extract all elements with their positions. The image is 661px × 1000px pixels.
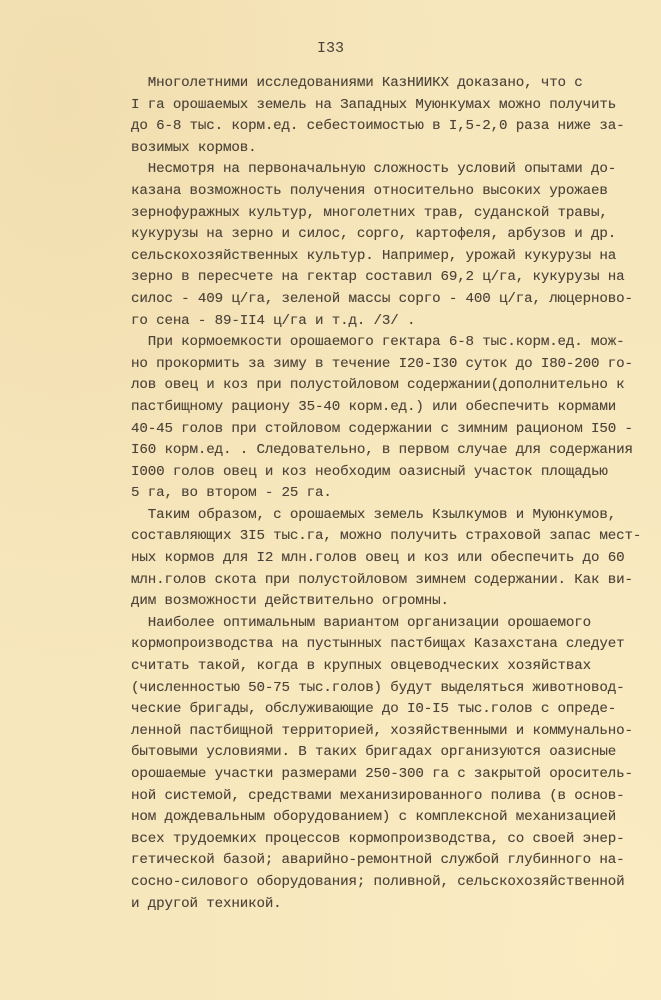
text-line: (численностью 50-75 тыс.голов) будут выделяться животновод- — [131, 679, 625, 696]
text-line: Несмотря на первоначальную сложность условий опытами до- — [131, 161, 617, 178]
text-line: зерно в пересчете на гектар составил 69,2 ц/га, кукурузы на — [131, 269, 625, 286]
text-line: ном дождевальным оборудованием) с комплексной механизацией — [131, 809, 617, 826]
text-line: I000 голов овец и коз необходим оазисный участок площадью — [131, 463, 608, 480]
text-line: Таким образом, с орошаемых земель Кзылкумов и Муюнкумов, — [131, 506, 617, 523]
text-line: лов овец и коз при полустойловом содержании(дополнительно к — [131, 377, 625, 394]
text-line: сосно-силового оборудования; поливной, сельскохозяйственной — [131, 873, 625, 890]
text-line: Наиболее оптимальным вариантом организации орошаемого — [131, 614, 592, 631]
text-line: млн.голов скота при полустойловом зимнем содержании. Как ви- — [131, 571, 633, 588]
text-line: кормопроизводства на пустынных пастбищах Казахстана следует — [131, 636, 625, 653]
text-line: возимых кормов. — [131, 139, 257, 156]
text-line: всех трудоемких процессов кормопроизводства, со своей энер- — [131, 830, 625, 847]
text-line: 5 га, во втором - 25 га. — [131, 485, 332, 502]
text-line: го сена - 89-II4 ц/га и т.д. /3/ . — [131, 312, 416, 329]
text-line: Многолетними исследованиями КазНИИКХ доказано, что с — [131, 75, 583, 91]
text-line: ной системой, средствами механизированного полива (в основ- — [131, 787, 625, 804]
text-line: и другой техникой. — [131, 895, 282, 912]
text-line: I60 корм.ед. . Следовательно, в первом случае для содержания — [131, 442, 633, 459]
text-line: но прокормить за зиму в течение I20-I30 суток до I80-200 го- — [131, 355, 633, 372]
text-line: дим возможности действительно огромны. — [131, 593, 449, 610]
text-line: гетической базой; аварийно-ремонтной службой глубинного на- — [131, 852, 625, 869]
text-line: сельскохозяйственных культур. Например, урожай кукурузы на — [131, 247, 617, 264]
text-line: составляющих 3I5 тыс.га, можно получить страховой запас мест- — [131, 528, 642, 545]
text-line: ных кормов для I2 млн.голов овец и коз или обеспечить до 60 — [131, 550, 625, 567]
text-line: ческие бригады, обслуживающие до I0-I5 тыс.голов с опреде- — [131, 701, 617, 718]
text-line: орошаемые участки размерами 250-300 га с закрытой ороситель- — [131, 766, 633, 782]
text-line: пастбищному рациону 35-40 корм.ед.) или обеспечить кормами — [131, 398, 617, 415]
text-line: казана возможность получения относительно высоких урожаев — [131, 182, 608, 199]
text-line: 40-45 голов при стойловом содержании с зимним рационом I50 - — [131, 420, 633, 437]
text-line: до 6-8 тыс. корм.ед. себестоимостью в I,5-2,0 раза ниже за- — [131, 118, 625, 135]
page-number: I33 — [316, 40, 344, 57]
text-line: бытовыми условиями. В таких бригадах организуются оазисные — [131, 744, 617, 761]
text-line: силос - 409 ц/га, зеленой массы сорго - 400 ц/га, люцерново- — [131, 290, 633, 307]
text-line: I га орошаемых земель на Западных Муюнкумах можно получить — [131, 96, 617, 113]
text-line: считать такой, когда в крупных овцеводческих хозяйствах — [131, 658, 592, 675]
text-line: ленной пастбищной территорией, хозяйственными и коммунально- — [131, 722, 633, 739]
text-line: При кормоемкости орошаемого гектара 6-8 тыс.корм.ед. мож- — [131, 334, 625, 351]
body-text — [131, 73, 642, 915]
text-line: кукурузы на зерно и силос, сорго, картофеля, арбузов и др. — [131, 226, 617, 243]
text-line: зернофуражных культур, многолетних трав, суданской травы, — [131, 204, 608, 221]
